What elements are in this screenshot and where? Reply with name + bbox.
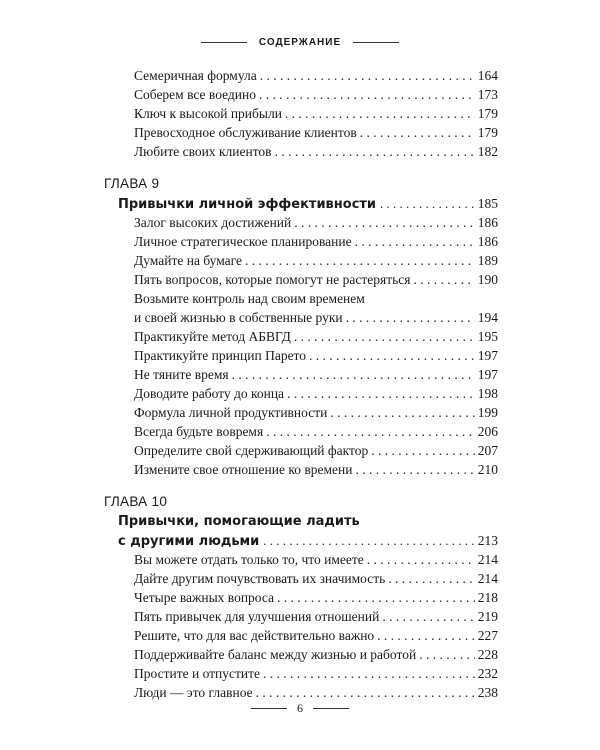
toc-entry-page: 197 <box>477 348 498 363</box>
chapter-10-title-line1[interactable]: Привычки, помогающие ладить <box>118 514 360 529</box>
toc-entry-page: 214 <box>477 571 498 586</box>
toc-entry-title: Четыре важных вопроса <box>134 590 275 605</box>
leader-dots <box>263 531 473 550</box>
toc-entry-title: Ключ к высокой прибыли <box>134 106 282 121</box>
toc-entry-page: 198 <box>477 386 498 401</box>
toc-entry-page: 207 <box>477 443 498 458</box>
toc-entry-page: 197 <box>477 367 498 382</box>
toc-entry-title: Превосходное обслуживание клиентов <box>134 125 357 140</box>
leader-dots <box>382 607 474 626</box>
footer-rule-right <box>313 708 349 709</box>
toc-entry[interactable] <box>134 460 498 479</box>
page-number: 6 <box>297 701 303 715</box>
leader-dots <box>360 123 475 142</box>
leader-dots <box>232 365 475 384</box>
toc-entry-title: Простите и отпустите <box>134 666 261 681</box>
toc-entry[interactable] <box>134 346 498 365</box>
toc-entry[interactable] <box>134 251 498 270</box>
toc-entry[interactable] <box>134 569 498 588</box>
toc-entry[interactable] <box>134 626 498 645</box>
chapter-9-label: ГЛАВА 9 <box>104 176 160 191</box>
leader-dots <box>266 422 475 441</box>
toc-entry[interactable] <box>134 588 498 607</box>
toc-entry[interactable] <box>134 550 498 569</box>
toc-entry[interactable] <box>134 232 498 251</box>
leader-dots <box>346 308 475 327</box>
toc-entry[interactable] <box>134 645 498 664</box>
toc-entry-title: Пять вопросов, которые помогут не растеряться <box>134 272 411 287</box>
toc-entry[interactable] <box>134 365 498 384</box>
toc-entry-page: 232 <box>477 666 498 681</box>
chapter-9-title[interactable] <box>118 194 498 214</box>
toc-entry-title: Практикуйте принцип Парето <box>134 348 307 363</box>
leader-dots <box>330 403 474 422</box>
toc-entry[interactable] <box>134 142 498 161</box>
header-title: СОДЕРЖАНИЕ <box>258 37 342 48</box>
toc-entry-page: 227 <box>477 628 498 643</box>
leader-dots <box>259 85 475 104</box>
toc-entry-page: 194 <box>477 310 498 325</box>
toc-entry-page: 173 <box>477 87 498 102</box>
toc-entry-title: Соберем все воедино <box>134 87 256 102</box>
chapter-title-page: 213 <box>477 533 498 548</box>
toc-entry-page: 195 <box>477 329 498 344</box>
toc-entry-title: Не тяните время <box>134 367 229 382</box>
chapter-title-text: с другими людьми <box>118 534 260 549</box>
toc-entry-page: 214 <box>477 552 498 567</box>
toc-entry[interactable] <box>134 441 498 460</box>
leader-dots <box>275 142 475 161</box>
toc-entry[interactable] <box>134 683 498 702</box>
leader-dots <box>294 213 474 232</box>
toc-entry-page: 189 <box>477 253 498 268</box>
toc-entry-title: Измените свое отношение ко времени <box>134 462 353 477</box>
toc-entry-title: Личное стратегическое планирование <box>134 234 352 249</box>
toc-entry-title: Определите свой сдерживающий фактор <box>134 443 369 458</box>
leader-dots <box>256 683 475 702</box>
leader-dots <box>419 645 475 664</box>
toc-entry[interactable] <box>134 270 498 289</box>
toc-entry-title: Дайте другим почувствовать их значимость <box>134 571 386 586</box>
toc-entry-page: 210 <box>477 462 498 477</box>
toc-entry-title: Люди — это главное <box>134 685 253 700</box>
chapter-title-page: 185 <box>477 196 498 211</box>
toc-entry[interactable] <box>134 104 498 123</box>
toc-entry-title: Поддерживайте баланс между жизнью и работой <box>134 647 417 662</box>
toc-entry-title: Семеричная формула <box>134 68 257 83</box>
toc-entry-page: 228 <box>477 647 498 662</box>
toc-entry-title: и своей жизнью в собственные руки <box>134 310 343 325</box>
toc-entry-page: 238 <box>477 685 498 700</box>
leader-dots <box>260 66 475 85</box>
toc-entry-page: 179 <box>477 106 498 121</box>
chapter-10-label: ГЛАВА 10 <box>104 494 168 509</box>
toc-entry-page: 179 <box>477 125 498 140</box>
chapter-title-text: Привычки личной эффективности <box>118 197 377 212</box>
toc-entry[interactable] <box>134 664 498 683</box>
chapter-10-title[interactable] <box>118 531 498 551</box>
toc-entry[interactable] <box>134 66 498 85</box>
toc-entry[interactable] <box>134 85 498 104</box>
toc-entry-title: Решите, что для вас действительно важно <box>134 628 375 643</box>
toc-entry[interactable] <box>134 327 498 346</box>
toc-entry-title: Пять привычек для улучшения отношений <box>134 609 380 624</box>
toc-entry-page: 218 <box>477 590 498 605</box>
leader-dots <box>413 270 474 289</box>
leader-dots <box>285 104 475 123</box>
toc-entry-page: 186 <box>477 234 498 249</box>
leader-dots <box>245 251 475 270</box>
toc-entry-page: 190 <box>477 272 498 287</box>
toc-entry-page: 186 <box>477 215 498 230</box>
leader-dots <box>355 232 475 251</box>
leader-dots <box>355 460 474 479</box>
toc-entry-page: 199 <box>477 405 498 420</box>
leader-dots <box>287 384 475 403</box>
leader-dots <box>294 327 475 346</box>
toc-entry-page: 219 <box>477 609 498 624</box>
leader-dots <box>263 664 475 683</box>
toc-entry[interactable] <box>134 213 498 232</box>
toc-entry-title: Формула личной продуктивности <box>134 405 328 420</box>
toc-entry[interactable] <box>134 422 498 441</box>
toc-entry-title: Доводите работу до конца <box>134 386 285 401</box>
toc-entry[interactable] <box>134 607 498 626</box>
toc-entry-page: 182 <box>477 144 498 159</box>
toc-entry-page: 206 <box>477 424 498 439</box>
toc-entry[interactable] <box>134 403 498 422</box>
toc-entry[interactable] <box>134 308 498 327</box>
toc-entry[interactable] <box>134 123 498 142</box>
toc-entry-title: Думайте на бумаге <box>134 253 243 268</box>
leader-dots <box>277 588 475 607</box>
toc-entry-title: Всегда будьте вовремя <box>134 424 264 439</box>
leader-dots <box>371 441 475 460</box>
toc-entry[interactable] <box>134 384 498 403</box>
leader-dots <box>309 346 475 365</box>
toc-entry-title: Практикуйте метод АБВГД <box>134 329 291 344</box>
footer-rule-left <box>251 708 287 709</box>
leader-dots <box>388 569 474 588</box>
toc-entry-title: Залог высоких достижений <box>134 215 292 230</box>
leader-dots <box>380 194 474 213</box>
page-footer <box>0 701 600 716</box>
toc-entry-page: 164 <box>477 68 498 83</box>
leader-dots <box>367 550 475 569</box>
toc-entry-title: Любите своих клиентов <box>134 144 272 159</box>
toc-entry-title: Вы можете отдать только то, что имеете <box>134 552 364 567</box>
toc-entry-line1[interactable]: Возьмите контроль над своим временем <box>134 291 365 306</box>
leader-dots <box>377 626 475 645</box>
